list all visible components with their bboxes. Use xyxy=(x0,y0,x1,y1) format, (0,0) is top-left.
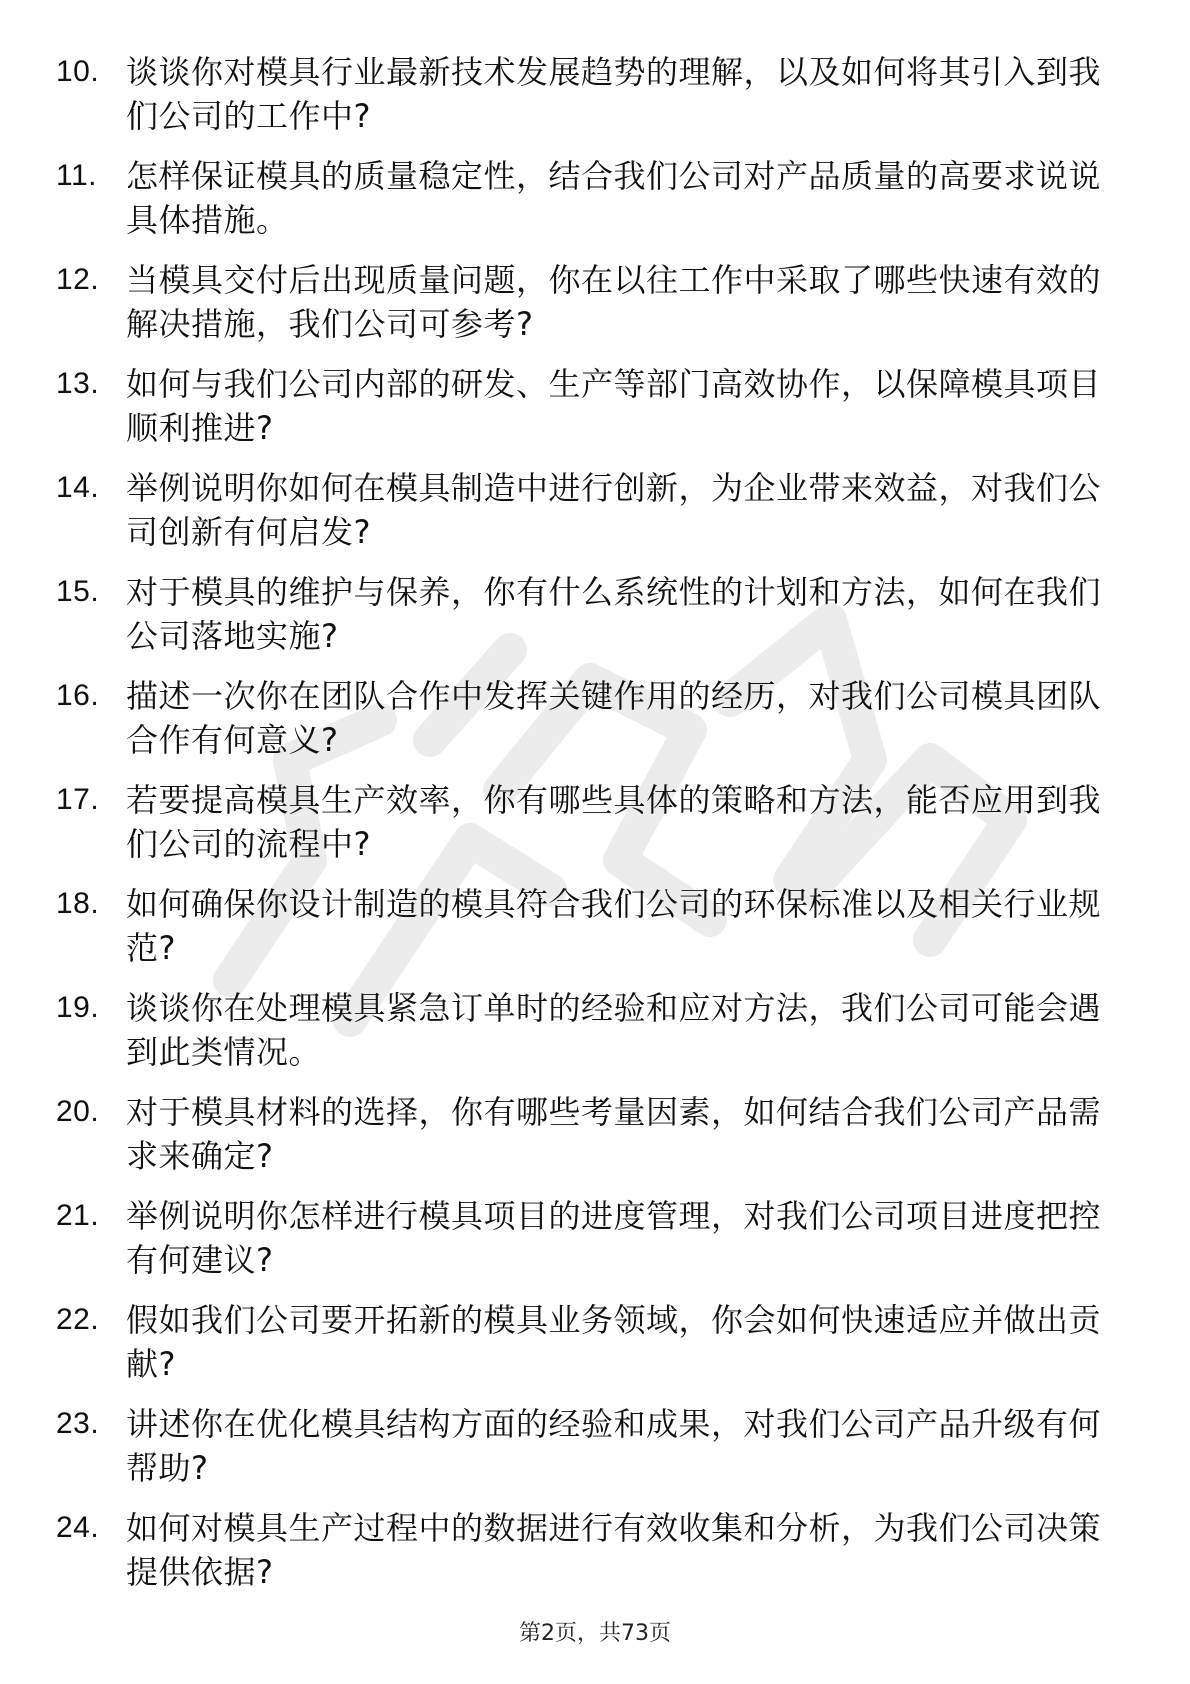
question-text: 假如我们公司要开拓新的模具业务领域，你会如何快速适应并做出贡献? xyxy=(126,1301,1102,1383)
question-text: 对于模具的维护与保养，你有什么系统性的计划和方法，如何在我们公司落地实施? xyxy=(126,573,1102,655)
question-number: 12. xyxy=(56,263,100,296)
question-text: 如何对模具生产过程中的数据进行有效收集和分析，为我们公司决策提供依据? xyxy=(126,1509,1102,1591)
question-item xyxy=(56,466,1126,570)
question-text: 当模具交付后出现质量问题，你在以往工作中采取了哪些快速有效的解决措施，我们公司可参考? xyxy=(126,261,1102,343)
question-item xyxy=(56,674,1126,778)
question-number: 21. xyxy=(56,1199,100,1232)
question-number: 14. xyxy=(56,471,100,504)
question-number: 10. xyxy=(56,55,100,88)
question-item xyxy=(56,1402,1126,1506)
question-number: 24. xyxy=(56,1511,100,1544)
question-number: 20. xyxy=(56,1095,100,1128)
page-footer xyxy=(0,1616,1190,1647)
question-text: 如何确保你设计制造的模具符合我们公司的环保标准以及相关行业规范? xyxy=(126,885,1102,967)
question-number: 22. xyxy=(56,1303,100,1336)
question-text: 谈谈你对模具行业最新技术发展趋势的理解，以及如何将其引入到我们公司的工作中? xyxy=(126,53,1102,135)
question-item xyxy=(56,986,1126,1090)
question-text: 怎样保证模具的质量稳定性，结合我们公司对产品质量的高要求说说具体措施。 xyxy=(126,157,1102,239)
page-number-label: 第2页，共73页 xyxy=(519,1621,671,1646)
question-number: 13. xyxy=(56,367,100,400)
question-text: 对于模具材料的选择，你有哪些考量因素，如何结合我们公司产品需求来确定? xyxy=(126,1093,1102,1175)
question-number: 11. xyxy=(56,159,97,192)
question-number: 19. xyxy=(56,991,100,1024)
question-text: 举例说明你如何在模具制造中进行创新，为企业带来效益，对我们公司创新有何启发? xyxy=(126,469,1102,551)
question-item xyxy=(56,1194,1126,1298)
question-text: 谈谈你在处理模具紧急订单时的经验和应对方法，我们公司可能会遇到此类情况。 xyxy=(126,989,1102,1071)
question-list xyxy=(56,50,1126,1610)
question-item xyxy=(56,778,1126,882)
question-number: 15. xyxy=(56,575,100,608)
question-text: 描述一次你在团队合作中发挥关键作用的经历，对我们公司模具团队合作有何意义? xyxy=(126,677,1102,759)
question-item xyxy=(56,1298,1126,1402)
question-item xyxy=(56,570,1126,674)
question-number: 23. xyxy=(56,1407,100,1440)
question-item xyxy=(56,882,1126,986)
question-text: 举例说明你怎样进行模具项目的进度管理，对我们公司项目进度把控有何建议? xyxy=(126,1197,1102,1279)
question-number: 18. xyxy=(56,887,100,920)
question-item xyxy=(56,50,1126,154)
question-text: 讲述你在优化模具结构方面的经验和成果，对我们公司产品升级有何帮助? xyxy=(126,1405,1102,1487)
question-item xyxy=(56,154,1126,258)
question-text: 若要提高模具生产效率，你有哪些具体的策略和方法，能否应用到我们公司的流程中? xyxy=(126,781,1102,863)
question-item xyxy=(56,1506,1126,1610)
question-item xyxy=(56,258,1126,362)
question-text: 如何与我们公司内部的研发、生产等部门高效协作，以保障模具项目顺利推进? xyxy=(126,365,1102,447)
question-number: 16. xyxy=(56,679,100,712)
question-item xyxy=(56,1090,1126,1194)
question-item xyxy=(56,362,1126,466)
question-number: 17. xyxy=(56,783,100,816)
